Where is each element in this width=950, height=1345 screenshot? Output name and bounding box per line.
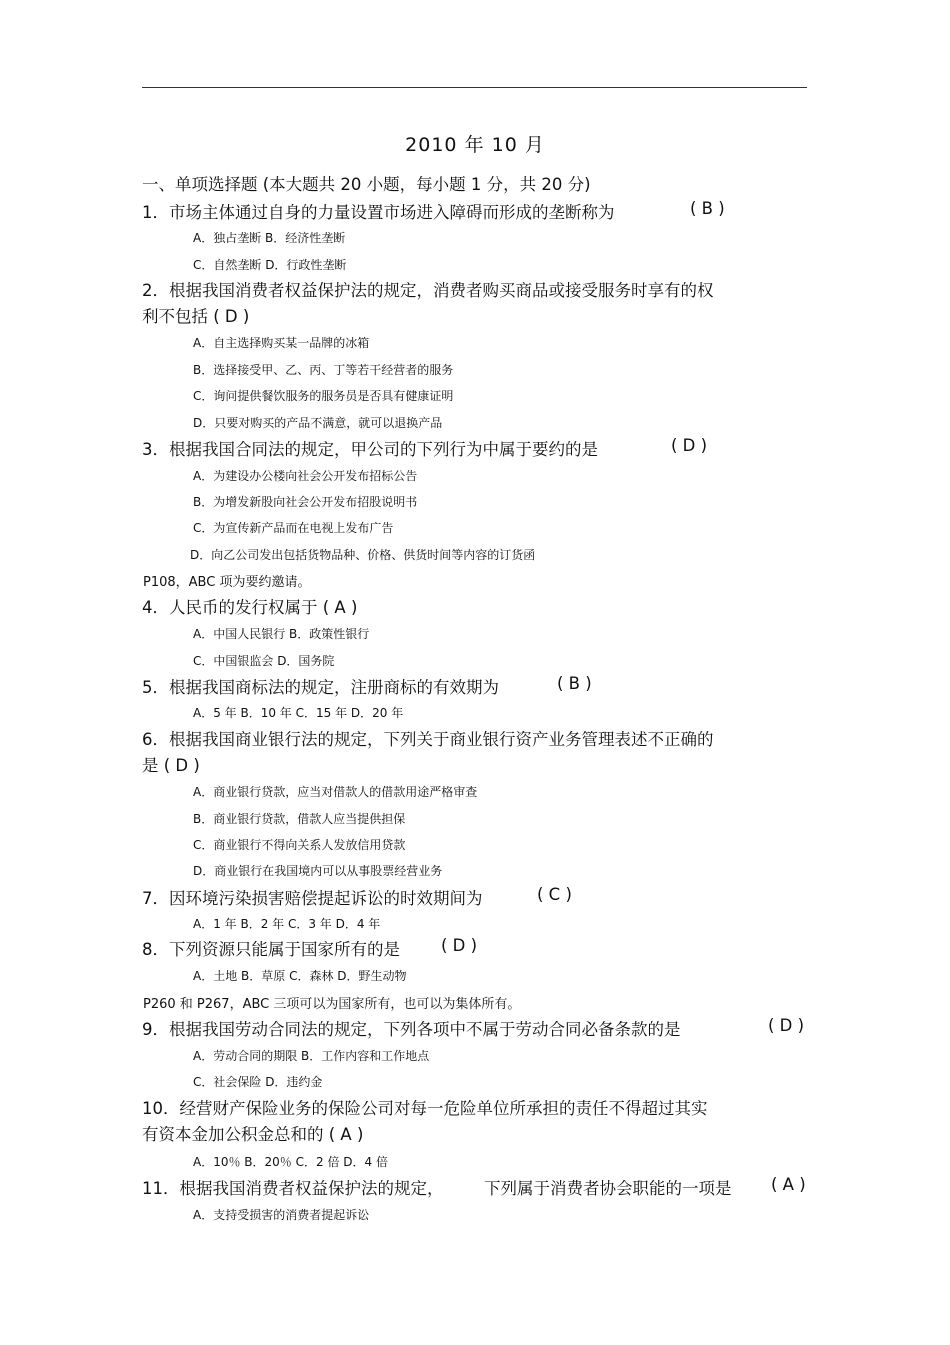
question-7-options: A．1 年 B．2 年 C．3 年 D．4 年 <box>193 917 381 931</box>
question-3-option-d: D．向乙公司发出包括货物品种、价格、供货时间等内容的订货函 <box>190 548 536 562</box>
question-6-option-a: A．商业银行贷款，应当对借款人的借款用途严格审查 <box>193 785 478 799</box>
question-1-options-cd: C．自然垄断 D．行政性垄断 <box>193 258 347 272</box>
section-heading: 一、单项选择题 (本大题共 20 小题，每小题 1 分，共 20 分) <box>142 175 591 194</box>
question-9-options-cd: C．社会保险 D．违约金 <box>193 1075 323 1089</box>
question-9: 9．根据我国劳动合同法的规定，下列各项中不属于劳动合同必备条款的是 <box>142 1020 681 1039</box>
question-1: 1．市场主体通过自身的力量设置市场进入障碍而形成的垄断称为 <box>142 203 615 222</box>
question-5-answer: ( B ) <box>557 674 592 693</box>
question-3-option-a: A．为建设办公楼向社会公开发布招标公告 <box>193 469 418 483</box>
question-6-cont: 是 ( D ) <box>142 756 200 775</box>
question-10-cont: 有资本金加公积金总和的 ( A ) <box>142 1125 364 1144</box>
question-8-options: A．土地 B．草原 C．森林 D．野生动物 <box>193 969 407 983</box>
question-8: 8．下列资源只能属于国家所有的是 <box>142 940 400 959</box>
question-7-answer: ( C ) <box>537 885 572 904</box>
question-11-answer: ( A ) <box>771 1175 806 1194</box>
question-7: 7．因环境污染损害赔偿提起诉讼的时效期间为 <box>142 889 483 908</box>
question-6-option-d: D．商业银行在我国境内可以从事股票经营业务 <box>193 864 443 878</box>
question-4: 4．人民币的发行权属于 ( A ) <box>142 598 358 617</box>
question-2-option-d: D．只要对购买的产品不满意，就可以退换产品 <box>193 416 443 430</box>
question-4-options-cd: C．中国银监会 D．国务院 <box>193 654 335 668</box>
question-3-option-b: B．为增发新股向社会公开发布招股说明书 <box>193 495 418 509</box>
page-title: 2010 年 10 月 <box>405 134 545 156</box>
question-10-options: A．10％ B．20％ C．2 倍 D．4 倍 <box>193 1155 388 1169</box>
question-5-options: A．5 年 B．10 年 C．15 年 D．20 年 <box>193 706 404 720</box>
question-9-options-ab: A．劳动合同的期限 B．工作内容和工作地点 <box>193 1049 430 1063</box>
question-2-option-c: C．询问提供餐饮服务的服务员是否具有健康证明 <box>193 389 454 403</box>
question-8-answer: ( D ) <box>441 936 478 955</box>
question-11-option-a: A．支持受损害的消费者提起诉讼 <box>193 1208 370 1222</box>
question-6-option-c: C．商业银行不得向关系人发放信用贷款 <box>193 838 406 852</box>
question-5: 5．根据我国商标法的规定，注册商标的有效期为 <box>142 678 499 697</box>
question-10: 10．经营财产保险业务的保险公司对每一危险单位所承担的责任不得超过其实 <box>142 1099 708 1118</box>
question-4-options-ab: A．中国人民银行 B．政策性银行 <box>193 627 370 641</box>
question-6: 6．根据我国商业银行法的规定，下列关于商业银行资产业务管理表述不正确的 <box>142 730 714 749</box>
question-3: 3．根据我国合同法的规定，甲公司的下列行为中属于要约的是 <box>142 440 598 459</box>
question-3-option-c: C．为宣传新产品而在电视上发布广告 <box>193 521 394 535</box>
question-11-cont: 下列属于消费者协会职能的一项是 <box>484 1179 732 1198</box>
question-2-cont: 利不包括 ( D ) <box>142 307 250 326</box>
question-11: 11．根据我国消费者权益保护法的规定， <box>142 1179 444 1198</box>
note-q3: P108，ABC 项为要约邀请。 <box>143 575 311 590</box>
question-2-option-a: A．自主选择购买某一品牌的冰箱 <box>193 336 370 350</box>
question-1-options-ab: A．独占垄断 B．经济性垄断 <box>193 231 346 245</box>
question-2-option-b: B．选择接受甲、乙、丙、丁等若干经营者的服务 <box>193 363 454 377</box>
question-9-answer: ( D ) <box>768 1016 805 1035</box>
question-2: 2．根据我国消费者权益保护法的规定，消费者购买商品或接受服务时享有的权 <box>142 281 714 300</box>
question-3-answer: ( D ) <box>671 436 708 455</box>
question-6-option-b: B．商业银行贷款，借款人应当提供担保 <box>193 812 406 826</box>
question-1-answer: ( B ) <box>690 199 725 218</box>
header-rule <box>142 87 807 88</box>
note-q8: P260 和 P267，ABC 三项可以为国家所有，也可以为集体所有。 <box>143 997 521 1012</box>
